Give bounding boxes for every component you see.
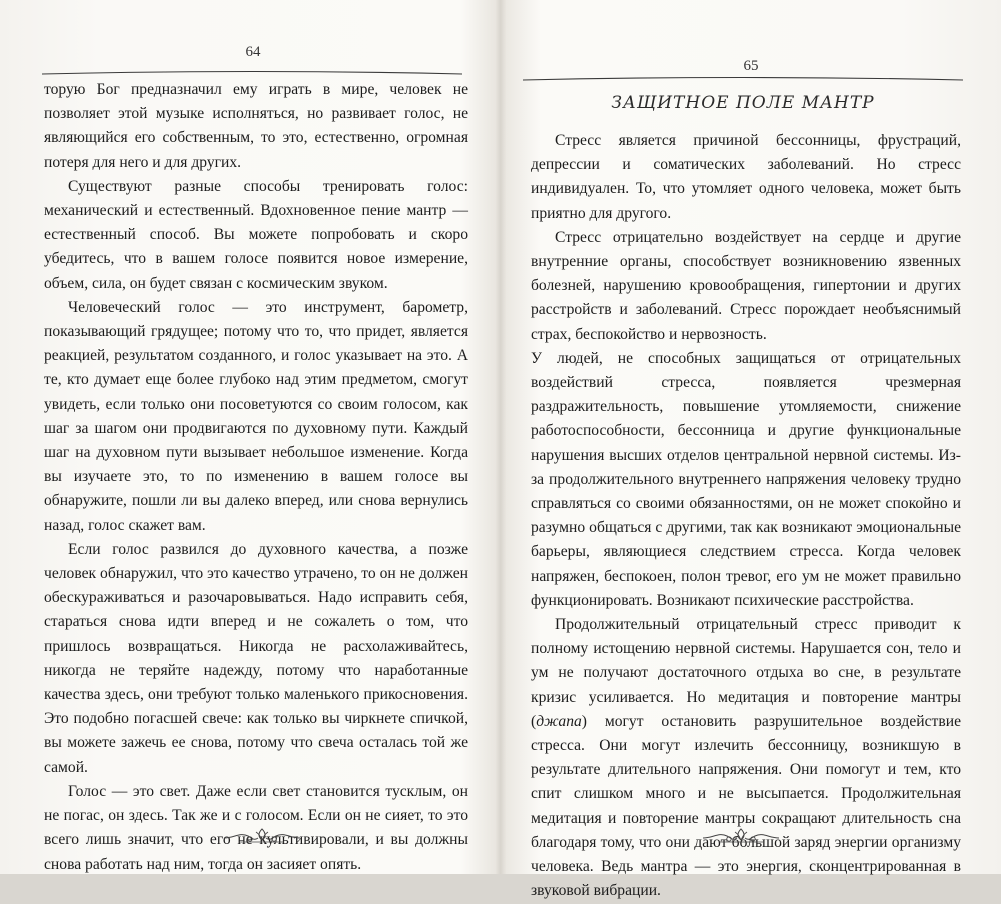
left-body-text bbox=[44, 78, 468, 877]
paragraph: торую Бог предназначил ему играть в мире, человек не позволяет этой музыке исполняться, но развивает голос, не являющийся его собственным, то это, естественно, огромная потеря для него и для других. bbox=[44, 81, 468, 171]
right-page bbox=[501, 0, 1001, 900]
paragraph: Человеческий голос — это инструмент, барометр, показывающий грядущее; потому что то, что придет, является реакцией, результатом созданного, и голос указывает на это. А те, кто думает еще более глубоко над этим предметом, смогут увидеть, если только они посоветуются со своим голосом, как шаг за шагом они продвигаются по духовному пути. Каждый шаг на духовном пути вызывает небольшое изменение. Когда вы изучаете это, то по изменению в вашем голосе вы обнаружите, пошли ли вы далеко вперед, или снова вернулись назад, голос скажет вам. bbox=[44, 298, 468, 534]
paragraph bbox=[531, 613, 961, 903]
emphasized-term: джапа bbox=[536, 712, 582, 730]
ornament-left bbox=[222, 826, 302, 846]
paragraph: Стресс является причиной бессонницы, фрустраций, депрессии и соматических заболеваний. Но стресс индивидуален. То, что утомляет одного человека, может быть приятно для другого. bbox=[531, 132, 961, 222]
left-page bbox=[0, 0, 500, 874]
right-body-text bbox=[531, 129, 961, 904]
paragraph: Существуют разные способы тренировать голос: механический и естественный. Вдохновенное пение мантр — естественный способ. Вы можете попробовать и скоро убедитесь, что в вашем голосе появится новое измерение, объем, сила, он будет связан с космическим звуком. bbox=[44, 177, 468, 292]
paragraph: Если голос развился до духовного качества, а позже человек обнаружил, что это качество утрачено, то он не должен обескураживаться и разочаровываться. Надо исправить себя, стараться снова идти вперед и не сожалеть о том, что пришлось возвращаться. Никогда не расхолаживайтесь, никогда не теряйте надежду, потому что наработанные качества здесь, они требуют только маленького прикосновения. Это подобно погасшей свече: как только вы чиркнете спичкой, вы можете зажечь ее снова, потому что свеча осталась той же самой. bbox=[44, 540, 468, 776]
chapter-title: ЗАЩИТНОЕ ПОЛЕ МАНТР bbox=[611, 93, 875, 113]
header-rule-right bbox=[523, 76, 963, 84]
page-number-left: 64 bbox=[245, 44, 261, 60]
paragraph: Голос — это свет. Даже если свет становится тусклым, он не погас, он здесь. Так же и с голосом. Если он не сияет, то это всего лишь значит, что его не культивировали, и вы должны снова работать над ним, тогда он засияет опять. bbox=[44, 782, 468, 873]
paragraph: У людей, не способных защищаться от отрицательных воздействий стресса, появляется чрезмерная раздражительность, повышение утомляемости, снижение работоспособности, бессонница и другие функциональные нарушения высших отделов центральной нервной системы. Из-за продолжительного внутреннего напряжения человеку трудно справляться со своими обязанностями, он не может спокойно и разумно общаться с другими, так как возникают эмоциональные барьеры, являющиеся следствием стресса. Когда человек напряжен, беспокоен, полон тревог, его ум не может правильно функционировать. Возникают психические расстройства. bbox=[531, 349, 961, 609]
paragraph-part: ) могут остановить разрушительное воздействие стресса. Они могут излечить бессонницу, возникшую в результате длительного напряжения. Они помогут и тем, кто спит слишком много и не высыпается. Продолжительная медитация и повторение мантры сокращают длительность сна благодаря тому, что они дают большой заряд энергии организму человека. Ведь мантра — это энергия, сконцентрированная в звуковой вибрации. bbox=[531, 712, 961, 900]
paragraph-part: Продолжительный отрицательный стресс приводит к полному истощению нервной системы. Нарушается сон, тело и ум не получают достаточного отдыха во сне, в результате кризис усиливается. Но медитация и повторение мантры ( bbox=[531, 616, 961, 730]
paragraph: Стресс отрицательно воздействует на сердце и другие внутренние органы, способствует возникновению язвенных болезней, нарушению кровообращения, гипертонии и других расстройств и заболеваний. Стресс порождает необъяснимый страх, беспокойство и нервозность. bbox=[531, 228, 961, 343]
page-number-right: 65 bbox=[743, 58, 759, 74]
ornament-right bbox=[701, 826, 781, 846]
header-rule-left bbox=[42, 70, 462, 78]
